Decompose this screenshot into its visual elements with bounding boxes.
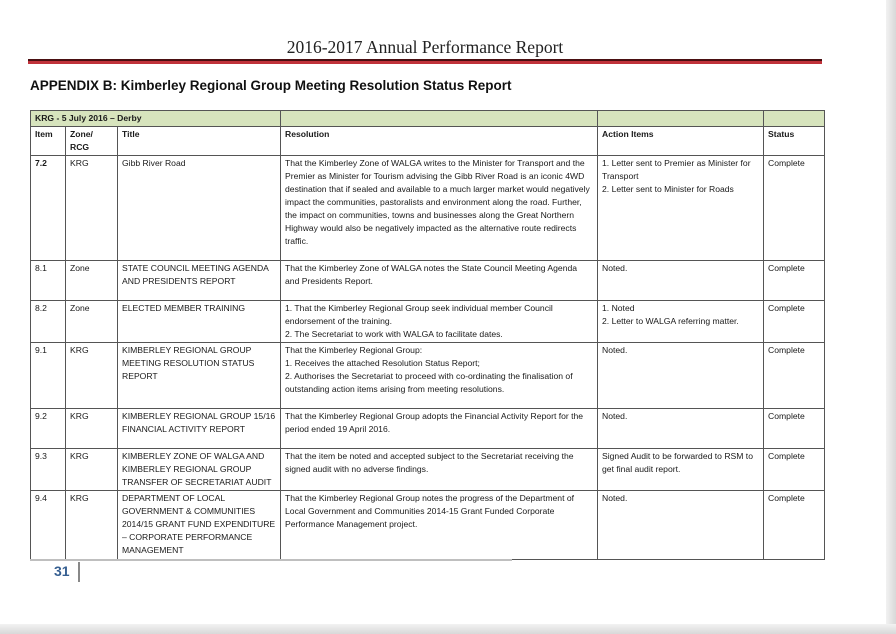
resolution-line: That the Kimberley Regional Group: <box>285 345 423 355</box>
status-cell: Complete <box>764 409 825 449</box>
item-number: 9.2 <box>31 409 66 449</box>
title-cell: KIMBERLEY REGIONAL GROUP 15/16 FINANCIAL ACTIVITY REPORT <box>118 409 281 449</box>
action-items-cell <box>598 343 764 409</box>
item-number: 9.4 <box>31 491 66 560</box>
item-number: 7.2 <box>31 156 66 261</box>
item-number: 9.1 <box>31 343 66 409</box>
page-number: 31 <box>54 563 70 579</box>
zone-cell: KRG <box>66 449 118 491</box>
table-row <box>31 449 825 491</box>
column-header-title: Title <box>118 127 281 156</box>
zone-cell: Zone <box>66 261 118 301</box>
title-cell: ELECTED MEMBER TRAINING <box>118 301 281 343</box>
status-cell: Complete <box>764 261 825 301</box>
action-item-line: Noted. <box>602 493 628 503</box>
status-cell: Complete <box>764 156 825 261</box>
action-item-line: Noted. <box>602 263 628 273</box>
zone-cell: KRG <box>66 409 118 449</box>
action-item-line: Noted. <box>602 411 628 421</box>
page-number-divider <box>78 562 80 582</box>
resolution-line: 2. Authorises the Secretariat to proceed with co-ordinating the finalisation of outstanding action items arising from meeting resolutions. <box>285 371 573 394</box>
resolution-cell: That the Kimberley Zone of WALGA notes the State Council Meeting Agenda and Presidents Report. <box>281 261 598 301</box>
report-title: 2016-2017 Annual Performance Report <box>286 37 564 57</box>
zone-cell: KRG <box>66 343 118 409</box>
resolution-cell: That the Kimberley Regional Group notes the progress of the Department of Local Government and Communities 2014-15 Grant Funded Corporate Performance Management project. <box>281 491 598 560</box>
title-cell: Gibb River Road <box>118 156 281 261</box>
resolution-cell <box>281 343 598 409</box>
table-row <box>31 343 825 409</box>
meeting-row-empty-cell <box>281 111 598 127</box>
column-header-item: Item <box>31 127 66 156</box>
status-cell: Complete <box>764 449 825 491</box>
title-rule-accent <box>28 61 822 64</box>
action-items-cell <box>598 409 764 449</box>
meeting-row <box>31 111 825 127</box>
appendix-heading: APPENDIX B: Kimberley Regional Group Meeting Resolution Status Report <box>30 78 512 93</box>
action-item-line: 2. Letter to WALGA referring matter. <box>602 316 739 326</box>
column-header-status: Status <box>764 127 825 156</box>
resolution-cell: That the Kimberley Regional Group adopts the Financial Activity Report for the period ended 19 April 2016. <box>281 409 598 449</box>
footer-rule <box>30 559 512 561</box>
action-items-cell <box>598 301 764 343</box>
table-row <box>31 156 825 261</box>
table-row <box>31 491 825 560</box>
title-cell: DEPARTMENT OF LOCAL GOVERNMENT & COMMUNITIES 2014/15 GRANT FUND EXPENDITURE – CORPORATE PERFORMANCE MANAGEMENT <box>118 491 281 560</box>
action-item-line: 1. Letter sent to Premier as Minister for Transport <box>602 158 751 181</box>
status-cell: Complete <box>764 343 825 409</box>
zone-cell: KRG <box>66 156 118 261</box>
resolution-status-table <box>30 110 825 560</box>
resolution-cell <box>281 301 598 343</box>
title-cell: STATE COUNCIL MEETING AGENDA AND PRESIDENTS REPORT <box>118 261 281 301</box>
action-item-line: Noted. <box>602 345 628 355</box>
status-cell: Complete <box>764 301 825 343</box>
item-number: 9.3 <box>31 449 66 491</box>
column-header-resolution: Resolution <box>281 127 598 156</box>
table-row <box>31 409 825 449</box>
table-row <box>31 301 825 343</box>
meeting-label: KRG - 5 July 2016 – Derby <box>31 111 281 127</box>
resolution-line: 1. Receives the attached Resolution Status Report; <box>285 358 480 368</box>
title-cell: KIMBERLEY REGIONAL GROUP MEETING RESOLUTION STATUS REPORT <box>118 343 281 409</box>
action-items-cell <box>598 449 764 491</box>
column-header-action-items: Action Items <box>598 127 764 156</box>
title-cell: KIMBERLEY ZONE OF WALGA AND KIMBERLEY REGIONAL GROUP TRANSFER OF SECRETARIAT AUDIT <box>118 449 281 491</box>
header-row <box>31 127 825 156</box>
action-item-line: 2. Letter sent to Minister for Roads <box>602 184 734 194</box>
column-header-zone: Zone/ RCG <box>66 127 118 156</box>
resolution-cell: That the item be noted and accepted subject to the Secretariat receiving the signed audit with no adverse findings. <box>281 449 598 491</box>
item-number: 8.1 <box>31 261 66 301</box>
action-item-line: 1. Noted <box>602 303 635 313</box>
meeting-row-empty-cell <box>764 111 825 127</box>
zone-cell: Zone <box>66 301 118 343</box>
zone-cell: KRG <box>66 491 118 560</box>
action-items-cell <box>598 261 764 301</box>
action-items-cell <box>598 491 764 560</box>
item-number: 8.2 <box>31 301 66 343</box>
meeting-row-empty-cell <box>598 111 764 127</box>
resolution-line: 2. The Secretariat to work with WALGA to facilitate dates. <box>285 329 503 339</box>
page-edge-shadow-right <box>886 0 896 634</box>
resolution-cell: That the Kimberley Zone of WALGA writes to the Minister for Transport and the Premier as Minister for Tourism advising the Gibb River Road is an iconic 4WD destination that if sealed and available to a much larger market would negatively impact the communities, pastoralists and environment along the road. Further, the impact on communities, towns and businesses along the Great Northern Highway would also be negatively impacted as the alternative route redirects traffic. <box>281 156 598 261</box>
page-edge-shadow-bottom <box>0 624 896 634</box>
table-row <box>31 261 825 301</box>
action-item-line: Signed Audit to be forwarded to RSM to get final audit report. <box>602 451 753 474</box>
action-items-cell <box>598 156 764 261</box>
resolution-line: 1. That the Kimberley Regional Group seek individual member Council endorsement of the training. <box>285 303 553 326</box>
status-cell: Complete <box>764 491 825 560</box>
